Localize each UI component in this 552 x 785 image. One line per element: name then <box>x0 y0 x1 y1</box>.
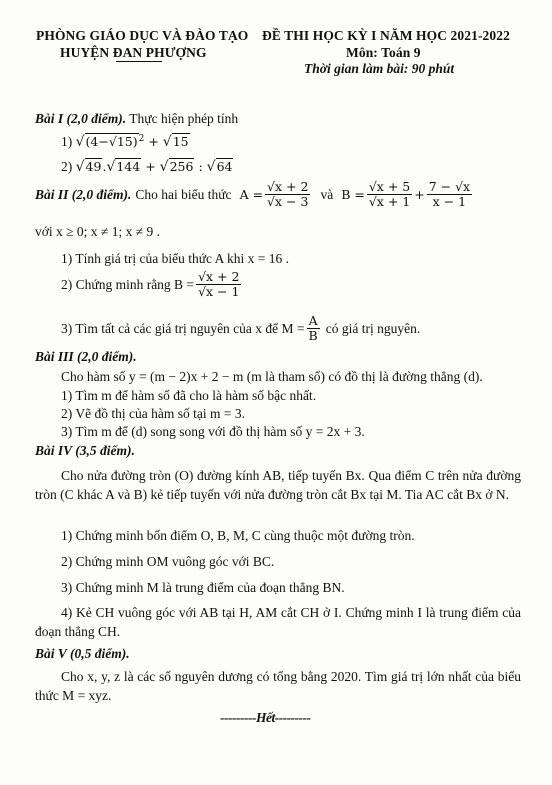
header-divider-left <box>116 61 162 62</box>
section-4-q3: 3) Chứng minh M là trung điểm của đoạn thẳng BN. <box>61 580 345 595</box>
denominator: B <box>308 328 318 344</box>
question-text: 3) Tìm tất cả các giá trị nguyên của x để M = <box>61 320 305 336</box>
section-1-title: Bài I (2,0 điểm). <box>35 111 127 126</box>
denominator: √x − 1 <box>198 284 240 300</box>
fraction-B2 <box>427 180 472 210</box>
expr-B-label: B = <box>341 187 365 203</box>
fraction-A <box>265 180 310 210</box>
section-3-q1: 1) Tìm m để hàm số đã cho là hàm số bậc nhất. <box>61 388 317 403</box>
subject: Môn: Toán 9 <box>346 45 421 60</box>
department-name: PHÒNG GIÁO DỤC VÀ ĐÀO TẠO <box>36 28 249 43</box>
numerator: A <box>308 313 318 328</box>
numerator: 7 − √x <box>428 179 471 194</box>
radicand-d: 64 <box>216 159 233 174</box>
section-1-item-2: 2) √49.√144 + √256 : √64 <box>61 159 233 175</box>
fraction-M <box>307 314 320 344</box>
denominator: √x − 3 <box>267 194 309 210</box>
denominator: x − 1 <box>432 194 467 210</box>
item-number: 1) <box>61 134 73 149</box>
section-3-intro: Cho hàm số y = (m − 2)x + 2 − m (m là tham số) có đồ thị là đường thẳng (d). <box>61 369 483 384</box>
section-3-q2: 2) Vẽ đồ thị của hàm số tại m = 3. <box>61 406 245 421</box>
operator: + <box>414 187 425 203</box>
item-number: 2) <box>61 159 73 174</box>
question-text: 2) Chứng minh rằng B = <box>61 276 195 292</box>
end-marker: ---------Hết--------- <box>220 710 311 725</box>
radicand-a: 49 <box>85 159 102 174</box>
operator: : <box>198 159 203 174</box>
section-4-q4: 4) Kẻ CH vuông góc với AB tại H, AM cắt CH ở I. Chứng minh I là trung điểm của đoạn thẳng CH. <box>35 605 521 639</box>
fraction-q2 <box>196 270 241 300</box>
fraction-B1 <box>367 180 412 210</box>
section-1-item-1: 1) $√(4-√15)^2 + √15$ <box>61 133 189 150</box>
radicand-c: 256 <box>169 159 194 174</box>
numerator: √x + 2 <box>198 269 240 284</box>
section-1-intro: Thực hiện phép tính <box>129 111 239 126</box>
operator: + <box>148 134 159 149</box>
section-3-q3: 3) Tìm m để (d) song song với đồ thị hàm số y = 2x + 3. <box>61 424 365 439</box>
section-2-intro: Cho hai biểu thức <box>135 186 232 202</box>
section-2-condition: với x ≥ 0; x ≠ 1; x ≠ 9 . <box>35 224 160 239</box>
section-4-intro: Cho nửa đường tròn (O) đường kính AB, tiếp tuyến Bx. Qua điểm C trên nửa đường tròn (C khác A và B) kẻ tiếp tuyến với nửa đường tròn cắt Bx tại M. Tia AC cắt Bx ở N. <box>35 468 521 502</box>
question-tail: có giá trị nguyên. <box>325 320 421 336</box>
operator: + <box>145 159 156 174</box>
numerator: √x + 2 <box>267 179 309 194</box>
section-4-q2: 2) Chứng minh OM vuông góc với BC. <box>61 554 275 569</box>
expr-A-label: A = <box>239 187 264 203</box>
radicand-2: 15 <box>172 134 189 149</box>
section-2-title: Bài II (2,0 điểm). <box>35 186 132 202</box>
radicand-1: (4−√15) <box>85 134 138 149</box>
section-5-text: Cho x, y, z là các số nguyên dương có tổng bằng 2020. Tìm giá trị lớn nhất của biểu thức M = xyz. <box>35 669 521 703</box>
exam-title: ĐỀ THI HỌC KỲ I NĂM HỌC 2021-2022 <box>262 28 510 43</box>
section-2-q1: 1) Tính giá trị của biểu thức A khi x = 16 . <box>61 251 290 266</box>
section-1-heading <box>35 111 238 127</box>
radicand-b: 144 <box>116 159 141 174</box>
section-2-q2 <box>61 270 243 300</box>
exponent: 2 <box>138 133 145 144</box>
section-2-heading <box>35 180 474 210</box>
numerator: √x + 5 <box>368 179 411 194</box>
district-name: HUYỆN ĐAN PHƯỢNG <box>60 45 207 60</box>
section-4-q1: 1) Chứng minh bốn điểm O, B, M, C cùng thuộc một đường tròn. <box>61 528 415 543</box>
section-5-title: Bài V (0,5 điểm). <box>35 646 130 661</box>
section-2-q3 <box>61 314 420 344</box>
time-allowed: Thời gian làm bài: 90 phút <box>304 61 455 76</box>
operator: . <box>102 159 107 174</box>
section-4-title: Bài IV (3,5 điểm). <box>35 443 135 458</box>
section-3-title: Bài III (2,0 điểm). <box>35 349 137 364</box>
conjunction: và <box>320 186 334 202</box>
denominator: √x + 1 <box>368 194 411 210</box>
